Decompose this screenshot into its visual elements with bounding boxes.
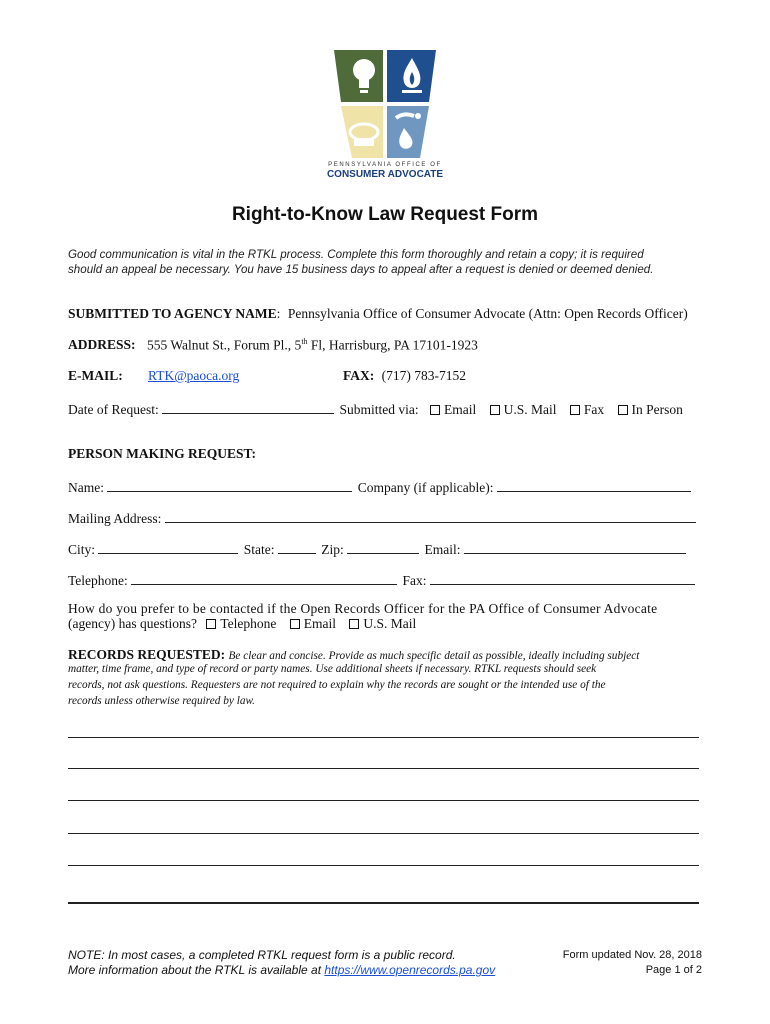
agency-value: Pennsylvania Office of Consumer Advocate (Attn: Open Records Officer) — [287, 306, 688, 321]
mailing-row — [68, 508, 696, 527]
submitted-via-email[interactable] — [430, 402, 476, 417]
zip-label: Zip: — [321, 542, 344, 557]
address-value-part2: Fl, Harrisburg, PA 17101-1923 — [307, 337, 478, 353]
fax-field[interactable] — [430, 570, 695, 585]
records-instructions-4: records unless otherwise required by law. — [68, 695, 256, 707]
option-label: U.S. Mail — [503, 402, 557, 417]
state-field[interactable] — [278, 539, 316, 554]
records-answer-line-3[interactable] — [68, 800, 699, 801]
footer-page-number: Page 1 of 2 — [645, 964, 702, 976]
checkbox[interactable] — [570, 405, 580, 415]
contact-pref-line1: How do you prefer to be contacted if the Open Records Officer for the PA Office of Consumer Advocate — [68, 601, 658, 616]
checkbox[interactable] — [430, 405, 440, 415]
logo — [334, 50, 454, 180]
city-field[interactable] — [98, 539, 238, 554]
option-label: Email — [303, 616, 336, 631]
email-field-label: Email: — [424, 542, 461, 557]
records-line1 — [68, 647, 639, 663]
email-label: E-MAIL: — [68, 368, 123, 383]
agency-label: SUBMITTED TO AGENCY NAME — [68, 306, 277, 321]
address-value-part1: 555 Walnut St., Forum Pl., 5 — [147, 337, 302, 353]
checkbox[interactable] — [618, 405, 628, 415]
date-request-label: Date of Request: — [68, 402, 159, 417]
contact-pref-question: (agency) has questions? — [68, 616, 197, 631]
openrecords-link[interactable]: https://www.openrecords.pa.gov — [324, 963, 496, 977]
records-answer-line-4[interactable] — [68, 833, 699, 834]
person-section-heading: PERSON MAKING REQUEST: — [68, 446, 257, 461]
state-label: State: — [243, 542, 275, 557]
email-link[interactable]: RTK@paoca.org — [148, 368, 240, 383]
checkbox[interactable] — [290, 619, 300, 629]
footer-more-text: More information about the RTKL is available at — [68, 963, 325, 977]
contact-pref-line2 — [68, 616, 416, 632]
records-answer-line-1[interactable] — [68, 737, 699, 738]
option-label: Email — [443, 402, 477, 417]
option-label: U.S. Mail — [363, 616, 417, 631]
address-superscript: th — [301, 337, 308, 346]
city-row — [68, 539, 686, 558]
contact-pref-telephone[interactable] — [206, 616, 276, 631]
city-label: City: — [68, 542, 96, 557]
records-instructions-1: Be clear and concise. Provide as much specific detail as possible, ideally including subject — [228, 650, 640, 662]
email-field[interactable] — [464, 539, 686, 554]
address-label: ADDRESS: — [68, 337, 136, 352]
records-label: RECORDS REQUESTED: — [68, 647, 226, 662]
fax-label: FAX: — [343, 368, 375, 383]
contact-pref-email[interactable] — [290, 616, 336, 631]
telephone-row — [68, 570, 695, 589]
fax-value: (717) 783-7152 — [381, 368, 466, 383]
contact-pref-mail[interactable] — [349, 616, 416, 631]
checkbox[interactable] — [490, 405, 500, 415]
records-answer-line-5[interactable] — [68, 865, 699, 866]
option-label: In Person — [631, 402, 683, 417]
date-request-field[interactable] — [162, 399, 334, 414]
name-label: Name: — [68, 480, 104, 495]
mailing-field[interactable] — [165, 508, 696, 523]
submitted-via-fax[interactable] — [570, 402, 604, 417]
records-instructions-2: matter, time frame, and type of record or party names. Use additional sheets if necessary. RTKL requests should seek — [68, 663, 597, 675]
checkbox[interactable] — [349, 619, 359, 629]
name-row — [68, 477, 691, 496]
footer-updated: Form updated Nov. 28, 2018 — [562, 949, 702, 961]
records-answer-line-2[interactable] — [68, 768, 699, 769]
telephone-label: Telephone: — [68, 573, 128, 588]
page-title: Right-to-Know Law Request Form — [231, 204, 539, 225]
date-request-row — [68, 399, 683, 418]
records-answer-line-6[interactable] — [68, 902, 699, 904]
intro-line-1: Good communication is vital in the RTKL process. Complete this form thoroughly and retain a copy; it is required — [68, 248, 644, 261]
agency-colon: : — [276, 306, 281, 321]
name-field[interactable] — [107, 477, 352, 492]
records-instructions-3: records, not ask questions. Requesters are not required to explain why the records are sought or the intended use of the — [68, 679, 606, 691]
mailing-label: Mailing Address: — [68, 511, 162, 526]
intro-line-2: should an appeal be necessary. You have 15 business days to appeal after a request is denied or deemed denied. — [68, 263, 654, 276]
submitted-via-mail[interactable] — [490, 402, 557, 417]
fax-row — [343, 368, 466, 384]
submitted-via-label: Submitted via: — [339, 402, 419, 417]
option-label: Telephone — [220, 616, 277, 631]
company-label: Company (if applicable): — [357, 480, 494, 495]
footer-note: NOTE: In most cases, a completed RTKL request form is a public record. — [68, 948, 456, 962]
zip-field[interactable] — [347, 539, 419, 554]
checkbox[interactable] — [206, 619, 216, 629]
submitted-via-in-person[interactable] — [618, 402, 683, 417]
agency-row — [68, 306, 688, 322]
telephone-field[interactable] — [131, 570, 397, 585]
keystone-emblem-icon — [334, 50, 454, 180]
company-field[interactable] — [497, 477, 691, 492]
logo-org-line1: PENNSYLVANIA OFFICE OF — [328, 162, 442, 168]
option-label: Fax — [583, 402, 605, 417]
address-value — [147, 337, 478, 354]
footer-more-info — [68, 963, 495, 977]
fax-field-label: Fax: — [402, 573, 427, 588]
logo-org-line2: CONSUMER ADVOCATE — [326, 169, 444, 180]
